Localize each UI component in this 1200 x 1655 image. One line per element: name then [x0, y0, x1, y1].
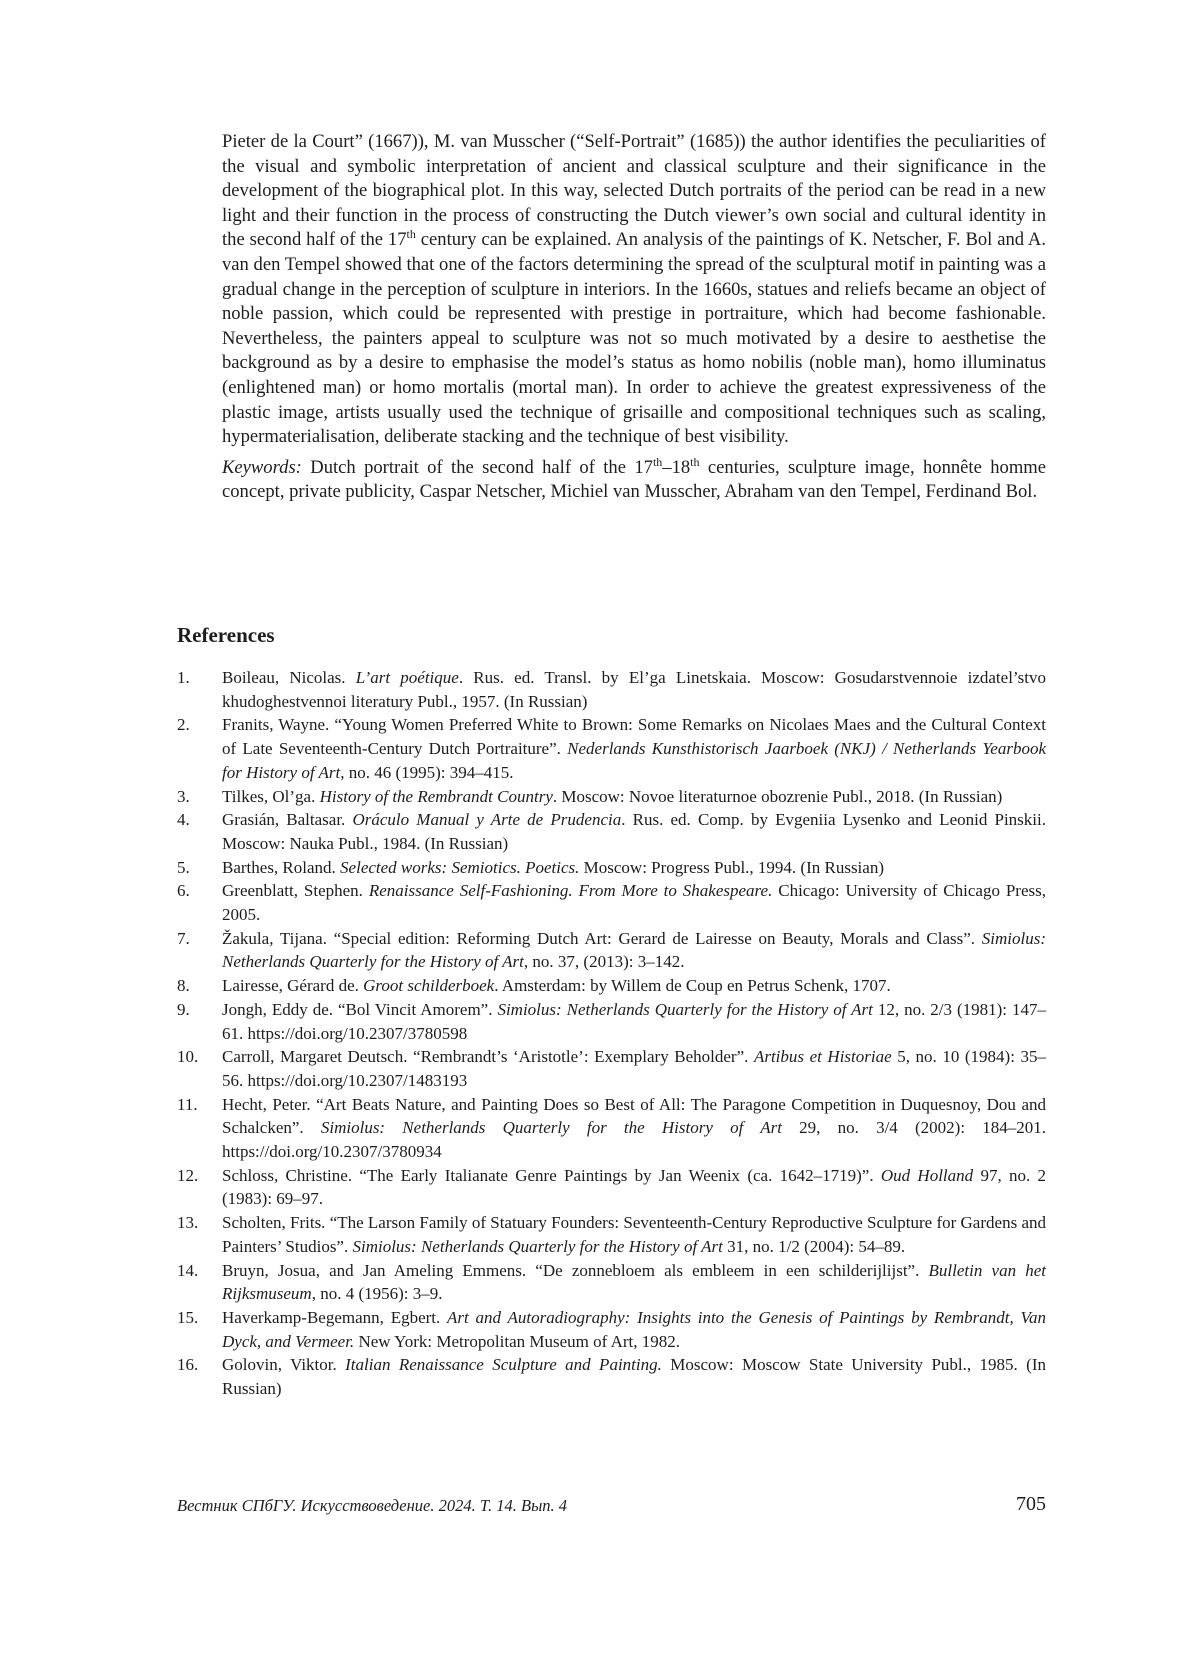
reference-details: . Rus. ed. Comp. by Evgeniia Lysenko and Leonid Pinskii. Moscow: Nauka Publ., 1984. (In Russian) — [222, 810, 1046, 853]
reference-number: 6. — [177, 881, 190, 901]
reference-italic-title: Italian Renaissance Sculpture and Painting. — [345, 1355, 662, 1375]
references-heading: References — [177, 623, 275, 647]
reference-author-text: Tilkes, Ol’ga. — [222, 786, 320, 806]
reference-author-text: Greenblatt, Stephen. — [222, 881, 369, 901]
reference-number: 15. — [177, 1307, 199, 1327]
reference-item — [177, 666, 1046, 713]
reference-item — [177, 879, 1046, 926]
reference-item — [177, 1306, 1046, 1353]
reference-item — [177, 927, 1046, 974]
reference-details: New York: Metropolitan Museum of Art, 1982. — [354, 1331, 681, 1351]
abstract — [222, 130, 1046, 505]
reference-italic-title: Simiolus: Netherlands Quarterly for the History of Art — [222, 928, 1046, 972]
reference-author-text: Franits, Wayne. “Young Women Preferred White to Brown: Some Remarks on Nicolaes Maes and the Cultural Context of Late Seventeenth-Century Dutch Portraiture”. — [222, 715, 1046, 759]
reference-author-text: Hecht, Peter. “Art Beats Nature, and Painting Does so Best of All: The Paragone Competition in Duquesnoy, Dou and Schalcken”. — [222, 1094, 1046, 1138]
keywords-paragraph: Keywords: Dutch portrait of the second half of the 17th–18th centuries, sculpture image, honnête homme concept, private publicity, Caspar Netscher, Michiel van Musscher, Abraham van den Tempel, Ferdinand Bol. — [222, 454, 1046, 503]
reference-author-text: Jongh, Eddy de. “Bol Vincit Amorem”. — [222, 999, 498, 1019]
reference-italic-title: Selected works: Semiotics. Poetics. — [340, 857, 580, 877]
reference-number: 11. — [177, 1094, 198, 1114]
reference-item — [177, 998, 1046, 1045]
reference-author-text: Barthes, Roland. — [222, 857, 341, 877]
reference-details: . Amsterdam: by Willem de Coup en Petrus Schenk, 1707. — [494, 976, 891, 996]
reference-number: 5. — [177, 857, 190, 877]
reference-author-text: Schloss, Christine. “The Early Italianate Genre Paintings by Jan Weenix (ca. 1642–1719)”. — [222, 1165, 881, 1185]
footer-journal-title: Вестник СПбГУ. Искусствоведение. 2024. Т. 14. Вып. 4 — [177, 1496, 568, 1515]
reference-italic-title: Simiolus: Netherlands Quarterly for the History of Art — [497, 999, 873, 1019]
reference-details: 5, no. 10 (1984): 35–56. https://doi.org/10.2307/1483193 — [222, 1047, 1047, 1090]
reference-item — [177, 1045, 1046, 1092]
reference-item — [177, 1211, 1046, 1258]
reference-author-text: Scholten, Frits. “The Larson Family of Statuary Founders: Seventeenth-Century Reproductive Sculpture for Gardens and Painters’ Studios”. — [222, 1213, 1046, 1256]
reference-author-text: Golovin, Viktor. — [222, 1355, 346, 1375]
reference-italic-title: Renaissance Self-Fashioning. From More to Shakespeare. — [368, 881, 773, 901]
reference-details: . Moscow: Novoe literaturnoe obozrenie Publ., 2018. (In Russian) — [552, 786, 1003, 806]
reference-author-text: Carroll, Margaret Deutsch. “Rembrandt’s ‘Aristotle’: Exemplary Beholder”. — [222, 1047, 754, 1067]
reference-number: 1. — [177, 668, 190, 687]
reference-number: 14. — [177, 1260, 199, 1280]
reference-number: 9. — [177, 999, 190, 1019]
reference-details: 29, no. 3/4 (2002): 184–201. https://doi.org/10.2307/3780934 — [222, 1118, 1047, 1162]
reference-details: . Rus. ed. Transl. by El’ga Linetskaia. Moscow: Gosudarstvennoie izdatel’stvo khudoghestvennoi literatury Publ., 1957. (In Russian) — [222, 668, 1046, 711]
reference-number: 16. — [177, 1355, 199, 1375]
reference-italic-title: Oráculo Manual y Arte de Prudencia — [352, 810, 622, 830]
reference-item — [177, 713, 1046, 784]
reference-number: 3. — [177, 786, 190, 806]
reference-details: , no. 37, (2013): 3–142. — [523, 952, 685, 972]
reference-author-text: Bruyn, Josua, and Jan Ameling Emmens. “De zonnebloem als embleem in een schilderijlijst”. — [222, 1260, 929, 1280]
keywords-label: Keywords: — [222, 456, 302, 478]
reference-item — [177, 1164, 1046, 1211]
reference-item — [177, 808, 1046, 855]
reference-details: , no. 46 (1995): 394–415. — [340, 762, 514, 782]
reference-number: 8. — [177, 976, 190, 996]
reference-italic-title: L’art poétique — [355, 668, 459, 687]
reference-details: Moscow: Moscow State University Publ., 1985. (In Russian) — [222, 1355, 1047, 1399]
reference-number: 13. — [177, 1213, 199, 1233]
reference-details: 12, no. 2/3 (1981): 147–61. https://doi.org/10.2307/3780598 — [222, 999, 1047, 1043]
references-list — [177, 666, 1046, 1401]
reference-item — [177, 1259, 1046, 1306]
reference-details: , no. 4 (1956): 3–9. — [311, 1284, 443, 1304]
reference-details: 31, no. 1/2 (2004): 54–89. — [722, 1236, 906, 1256]
reference-italic-title: History of the Rembrandt Country — [319, 786, 553, 806]
reference-italic-title: Groot schilderboek — [363, 976, 495, 996]
reference-item — [177, 1353, 1046, 1400]
reference-italic-title: Simiolus: Netherlands Quarterly for the History of Art — [352, 1236, 723, 1256]
reference-italic-title: Bulletin van het Rijksmuseum — [222, 1260, 1047, 1304]
reference-italic-title: Simiolus: Netherlands Quarterly for the History of Art — [320, 1118, 782, 1138]
reference-author-text: Haverkamp-Begemann, Egbert. — [222, 1307, 448, 1327]
reference-item — [177, 1093, 1046, 1164]
reference-italic-title: Art and Autoradiography: Insights into the Genesis of Paintings by Rembrandt, Van Dyck, and Vermeer. — [222, 1307, 1046, 1351]
reference-italic-title: Nederlands Kunsthistorisch Jaarboek (NKJ) / Netherlands Yearbook for History of Art — [222, 739, 1046, 782]
reference-item — [177, 856, 1046, 880]
reference-item — [177, 785, 1046, 809]
page-number: 705 — [1016, 1493, 1046, 1515]
reference-author-text: Boileau, Nicolas. — [222, 668, 356, 687]
reference-details: Chicago: University of Chicago Press, 2005. — [222, 881, 1046, 925]
reference-italic-title: Artibus et Historiae — [753, 1047, 892, 1067]
reference-number: 7. — [177, 928, 190, 948]
reference-author-text: Lairesse, Gérard de. — [222, 976, 364, 996]
reference-author-text: Grasián, Baltasar. — [222, 810, 353, 830]
abstract-paragraph: Pieter de la Court” (1667)), M. van Musscher (“Self-Portrait” (1685)) the author identifies the peculiarities of the visual and symbolic interpretation of ancient and classical sculpture and their significance in the development of the biographical plot. In this way, selected Dutch portraits of the period can be read in a new light and their function in the process of constructing the Dutch viewer’s own social and cultural identity in the second half of the 17th century can be explained. An analysis of the paintings of K. Netscher, F. Bol and A. van den Tempel showed that one of the factors determining the spread of the sculptural motif in painting was a gradual change in the perception of sculpture in interiors. In the 1660s, statues and reliefs became an object of noble passion, which could be represented with prestige in portraiture, which had become fashionable. Nevertheless, the painters appeal to sculpture was not so much motivated by a desire to aesthetise the background as by a desire to emphasise the model’s status as homo nobilis (noble man), homo illuminatus (enlightened man) or homo mortalis (mortal man). In order to achieve the greatest expressiveness of the plastic image, artists usually used the technique of grisaille and compositional techniques such as scaling, hypermaterialisation, deliberate stacking and the technique of best visibility. — [222, 131, 1046, 448]
reference-item — [177, 974, 1046, 998]
reference-number: 4. — [177, 810, 190, 830]
reference-details: Moscow: Progress Publ., 1994. (In Russian) — [579, 857, 884, 877]
reference-details: 97, no. 2 (1983): 69–97. — [222, 1165, 1047, 1209]
reference-author-text: Žakula, Tijana. “Special edition: Reforming Dutch Art: Gerard de Lairesse on Beauty, Morals and Class”. — [222, 928, 982, 948]
reference-number: 10. — [177, 1047, 199, 1067]
reference-italic-title: Oud Holland — [880, 1165, 974, 1185]
reference-number: 12. — [177, 1165, 199, 1185]
reference-number: 2. — [177, 715, 190, 735]
